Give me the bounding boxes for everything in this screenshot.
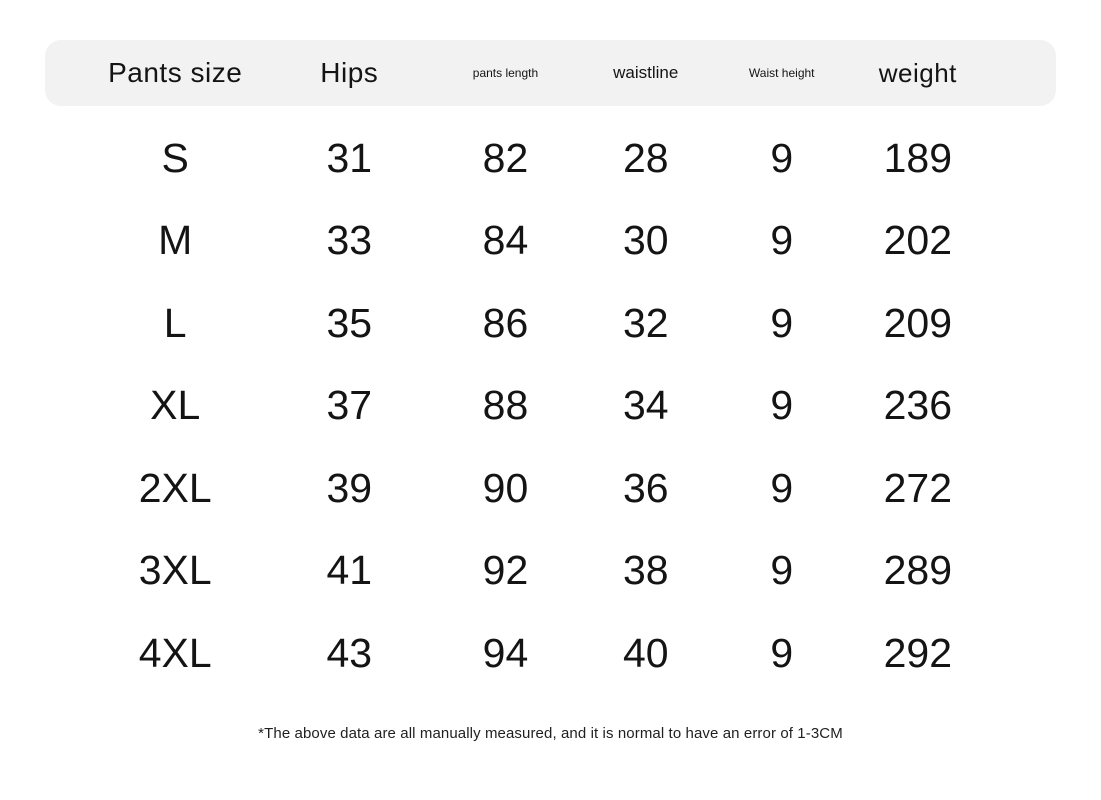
table-row-m — [45, 200, 1056, 283]
cell-pants-size: 4XL — [138, 629, 212, 676]
table-body — [45, 117, 1056, 695]
cell-weight: 189 — [883, 134, 953, 181]
cell-weight: 289 — [883, 547, 953, 594]
cell-waistline: 30 — [622, 217, 669, 264]
cell-waist-height: 9 — [770, 464, 794, 511]
cell-pants-size: M — [158, 217, 193, 264]
cell-hips: 33 — [326, 217, 373, 264]
cell-pants-length: 88 — [482, 382, 529, 429]
cell-waistline: 34 — [622, 382, 669, 429]
cell-weight: 209 — [883, 299, 953, 346]
column-header-waist-height: Waist height — [748, 66, 815, 80]
cell-pants-length: 82 — [482, 134, 529, 181]
cell-waistline: 28 — [622, 134, 669, 181]
cell-pants-size: XL — [150, 382, 201, 429]
size-chart-table — [45, 40, 1056, 742]
cell-waist-height: 9 — [770, 382, 794, 429]
column-header-pants-length: pants length — [472, 66, 539, 80]
cell-hips: 31 — [326, 134, 373, 181]
cell-pants-length: 84 — [482, 217, 529, 264]
cell-waist-height: 9 — [770, 134, 794, 181]
cell-pants-length: 92 — [482, 547, 529, 594]
table-row-3xl — [45, 530, 1056, 613]
cell-hips: 37 — [326, 382, 373, 429]
cell-pants-length: 86 — [482, 299, 529, 346]
cell-hips: 41 — [326, 547, 373, 594]
cell-waistline: 38 — [622, 547, 669, 594]
cell-hips: 39 — [326, 464, 373, 511]
cell-weight: 236 — [883, 382, 953, 429]
cell-pants-length: 90 — [482, 464, 529, 511]
column-header-hips: Hips — [320, 57, 379, 88]
cell-waist-height: 9 — [770, 217, 794, 264]
cell-waist-height: 9 — [770, 547, 794, 594]
cell-pants-size: S — [161, 134, 189, 181]
cell-hips: 43 — [326, 629, 373, 676]
cell-pants-size: 2XL — [138, 464, 212, 511]
table-row-2xl — [45, 447, 1056, 530]
cell-hips: 35 — [326, 299, 373, 346]
cell-pants-size: L — [163, 299, 187, 346]
cell-waistline: 40 — [622, 629, 669, 676]
column-header-waistline: waistline — [613, 63, 679, 82]
table-row-4xl — [45, 612, 1056, 695]
table-row-xl — [45, 365, 1056, 448]
cell-weight: 272 — [883, 464, 953, 511]
cell-weight: 292 — [883, 629, 953, 676]
table-header-row — [45, 40, 1056, 106]
cell-weight: 202 — [883, 217, 953, 264]
cell-waistline: 36 — [622, 464, 669, 511]
column-header-weight: weight — [878, 57, 957, 88]
table-row-l — [45, 282, 1056, 365]
cell-waistline: 32 — [622, 299, 669, 346]
cell-pants-length: 94 — [482, 629, 529, 676]
measurement-disclaimer: *The above data are all manually measured, and it is normal to have an error of 1-3CM — [258, 724, 843, 742]
cell-pants-size: 3XL — [138, 547, 212, 594]
cell-waist-height: 9 — [770, 299, 794, 346]
column-header-pants-size: Pants size — [108, 57, 243, 88]
cell-waist-height: 9 — [770, 629, 794, 676]
table-row-s — [45, 117, 1056, 200]
